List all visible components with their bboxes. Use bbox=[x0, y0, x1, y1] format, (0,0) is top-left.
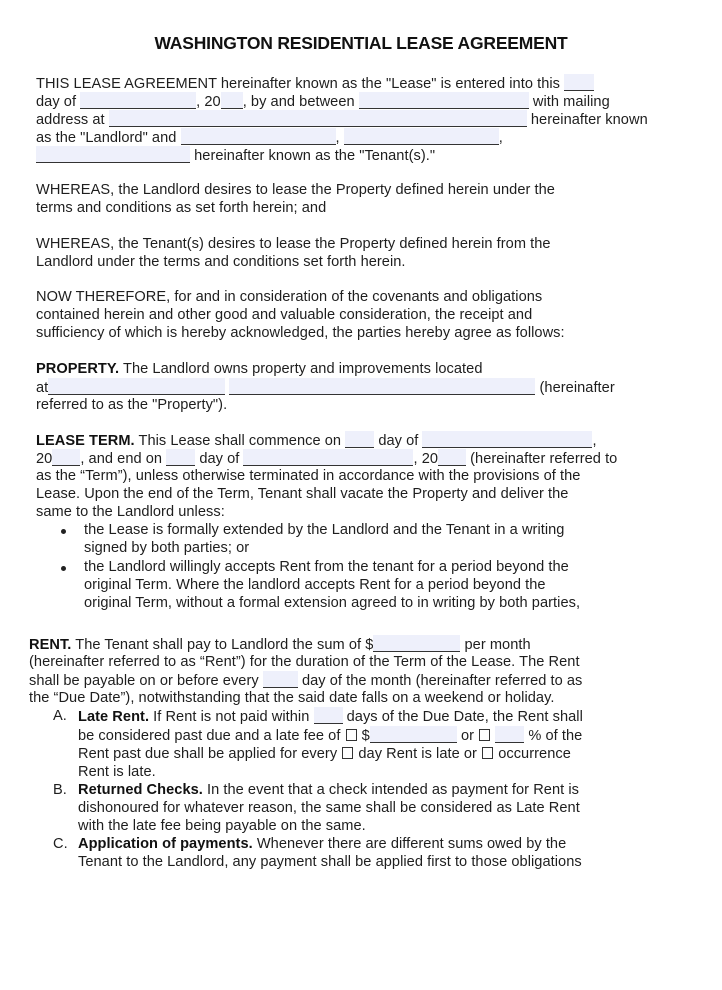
tenant-name-field-2[interactable] bbox=[344, 128, 499, 145]
property-line-2: at (hereinafter bbox=[36, 380, 615, 396]
rent-line-1: RENT. The Tenant shall pay to Landlord the sum of $ per month bbox=[29, 637, 531, 653]
returned-checks-heading: Returned Checks. bbox=[78, 782, 203, 798]
bullet-icon bbox=[61, 566, 66, 571]
rent-line-3: shall be payable on or before every day of the month (hereinafter referred to as bbox=[29, 673, 583, 689]
late-rent-line-2: be considered past due and a late fee of $ or % of the bbox=[78, 728, 583, 744]
application-payments-heading: Application of payments. bbox=[78, 836, 253, 852]
returned-checks-line-2: dishonoured for whatever reason, the same shall be considered as Late Rent bbox=[78, 800, 580, 816]
start-day-field[interactable] bbox=[345, 431, 374, 448]
now-therefore-line-1: NOW THEREFORE, for and in consideration of the covenants and obligations bbox=[36, 289, 543, 305]
percent-fee-checkbox[interactable] bbox=[479, 729, 490, 741]
intro-line-2: day of , 20 , by and between with mailing bbox=[36, 94, 610, 110]
lease-term-heading: LEASE TERM. bbox=[36, 433, 135, 449]
property-heading: PROPERTY. bbox=[36, 361, 120, 377]
rent-amount-field[interactable] bbox=[373, 635, 460, 652]
start-year-field[interactable] bbox=[52, 449, 80, 466]
rent-line-4: the “Due Date”), notwithstanding that the said date falls on a weekend or holiday. bbox=[29, 690, 555, 706]
bullet-2-line-3: original Term, without a formal extension agreed to in writing by both parties, bbox=[84, 595, 581, 611]
lease-term-line-1: LEASE TERM. This Lease shall commence on day of , bbox=[36, 433, 597, 449]
month-field[interactable] bbox=[80, 92, 196, 109]
tenant-name-field-1[interactable] bbox=[181, 128, 336, 145]
whereas-1-line-1: WHEREAS, the Landlord desires to lease the Property defined herein under the bbox=[36, 182, 555, 198]
tenant-name-field-3[interactable] bbox=[36, 146, 190, 163]
intro-line-3: address at hereinafter known bbox=[36, 112, 648, 128]
landlord-name-field[interactable] bbox=[359, 92, 529, 109]
grace-days-field[interactable] bbox=[314, 707, 343, 724]
bullet-1-line-1: the Lease is formally extended by the Landlord and the Tenant in a writing bbox=[84, 522, 565, 538]
late-rent-line-1: Late Rent. If Rent is not paid within days of the Due Date, the Rent shall bbox=[78, 709, 583, 725]
whereas-2-line-2: Landlord under the terms and conditions set forth herein. bbox=[36, 254, 406, 270]
late-fee-amount-field[interactable] bbox=[370, 726, 457, 743]
item-marker-b: B. bbox=[53, 782, 67, 798]
item-marker-a: A. bbox=[53, 708, 67, 724]
now-therefore-line-3: sufficiency of which is hereby acknowledged, the parties hereby agree as follows: bbox=[36, 325, 565, 341]
rent-heading: RENT. bbox=[29, 637, 72, 653]
landlord-address-field[interactable] bbox=[109, 110, 527, 127]
lease-term-line-5: same to the Landlord unless: bbox=[36, 504, 225, 520]
document-title: WASHINGTON RESIDENTIAL LEASE AGREEMENT bbox=[154, 33, 568, 53]
end-month-field[interactable] bbox=[243, 449, 413, 466]
day-field[interactable] bbox=[564, 74, 594, 91]
late-rent-line-3: Rent past due shall be applied for every day Rent is late or occurrence bbox=[78, 746, 571, 762]
late-rent-line-4: Rent is late. bbox=[78, 764, 156, 780]
bullet-1-line-2: signed by both parties; or bbox=[84, 540, 250, 556]
year-field[interactable] bbox=[221, 92, 243, 109]
rent-line-2: (hereinafter referred to as “Rent”) for the duration of the Term of the Lease. The Rent bbox=[29, 654, 580, 670]
returned-checks-line-1: Returned Checks. In the event that a check intended as payment for Rent is bbox=[78, 782, 579, 798]
lease-term-line-2: 20 , and end on day of , 20 (hereinafter referred to bbox=[36, 451, 618, 467]
end-year-field[interactable] bbox=[438, 449, 466, 466]
intro-line-1: THIS LEASE AGREEMENT hereinafter known as the "Lease" is entered into this bbox=[36, 74, 594, 93]
whereas-2-line-1: WHEREAS, the Tenant(s) desires to lease the Property defined herein from the bbox=[36, 236, 551, 252]
per-occurrence-checkbox[interactable] bbox=[482, 747, 493, 759]
property-line-1: PROPERTY. The Landlord owns property and improvements located bbox=[36, 361, 483, 377]
start-month-field[interactable] bbox=[422, 431, 592, 448]
application-payments-line-2: Tenant to the Landlord, any payment shall be applied first to those obligations bbox=[78, 854, 582, 870]
lease-term-line-3: as the “Term”), unless otherwise terminated in accordance with the provisions of the bbox=[36, 468, 581, 484]
bullet-2-line-1: the Landlord willingly accepts Rent from the tenant for a period beyond the bbox=[84, 559, 569, 575]
bullet-2-line-2: original Term. Where the landlord accepts Rent for a period beyond the bbox=[84, 577, 546, 593]
due-day-field[interactable] bbox=[263, 671, 298, 688]
per-day-checkbox[interactable] bbox=[342, 747, 353, 759]
lease-term-line-4: Lease. Upon the end of the Term, Tenant shall vacate the Property and deliver the bbox=[36, 486, 569, 502]
property-address-field-2[interactable] bbox=[229, 378, 535, 395]
property-address-field-1[interactable] bbox=[48, 378, 225, 395]
returned-checks-line-3: with the late fee being payable on the same. bbox=[78, 818, 366, 834]
intro-line-4: as the "Landlord" and , , bbox=[36, 130, 503, 146]
now-therefore-line-2: contained herein and other good and valuable consideration, the receipt and bbox=[36, 307, 533, 323]
end-day-field[interactable] bbox=[166, 449, 195, 466]
item-marker-c: C. bbox=[53, 836, 68, 852]
property-line-3: referred to as the "Property"). bbox=[36, 397, 228, 413]
application-payments-line-1: Application of payments. Whenever there are different sums owed by the bbox=[78, 836, 567, 852]
late-rent-heading: Late Rent. bbox=[78, 709, 150, 725]
flat-fee-checkbox[interactable] bbox=[346, 729, 357, 741]
bullet-icon bbox=[61, 529, 66, 534]
late-fee-percent-field[interactable] bbox=[495, 726, 524, 743]
intro-line-5: hereinafter known as the "Tenant(s)." bbox=[36, 146, 435, 165]
whereas-1-line-2: terms and conditions as set forth herein; and bbox=[36, 200, 327, 216]
